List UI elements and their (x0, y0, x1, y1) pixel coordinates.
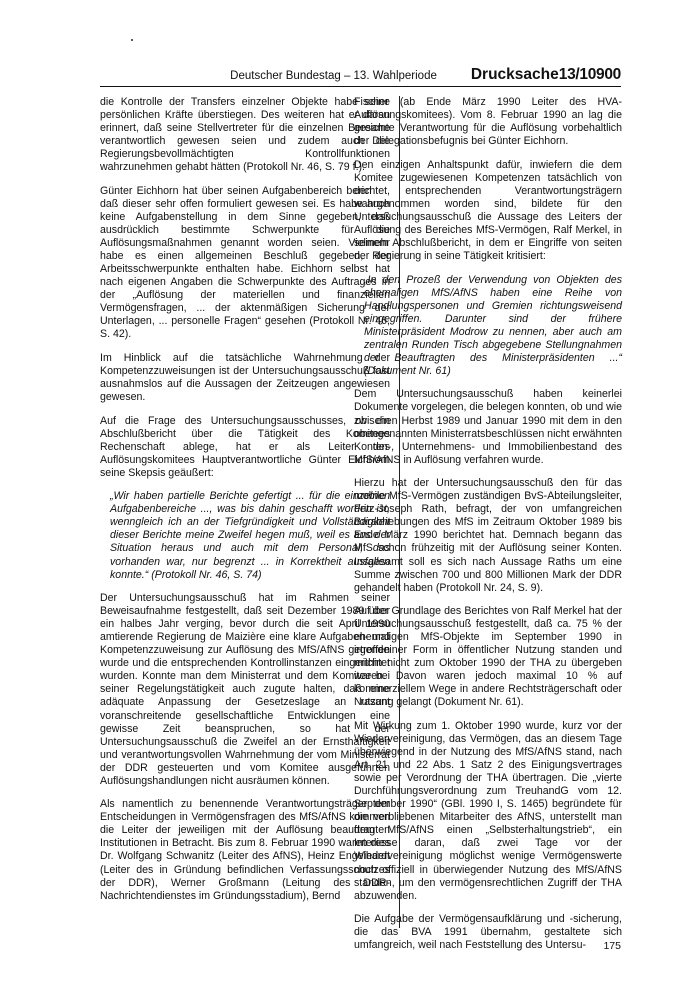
block-quote: „Wir haben partielle Berichte gefertigt ... für die einzelnen Aufgabenbereiche ..., was bis dahin geschafft worden ist, wenngleich ich an der Tiefgründigkeit und Vollständigkeit dieser Berichte meine Zweifel hegen muß, weil es aus der Situation heraus und auch mit dem Personal, das vorhanden war, nur begrenzt ... in Korrektheit ausfallen konnte.“ (Protokoll Nr. 46, S. 74) (110, 490, 390, 581)
paragraph: Mit Wirkung zum 1. Oktober 1990 wurde, kurz vor der Wiedervereinigung, das Vermögen, das an diesem Tage überwiegend in der Nutzung des MfS/AfNS stand, nach Art. 21 und 22 Abs. 1 Satz 2 des Einigungsvertrages sowie per Verordnung der THA übertragen. Die „vierte Durchführungsverordnung zum TreuhandG vom 12. September 1990“ (GBl. 1990 I, S. 1465) begründete für die verbliebenen Mitarbeiter des AfNS, unterstellt man dem MfS/AfNS einen „Selbsterhaltungstrieb“, ein Interesse daran, daß zwei Tage vor der Wiedervereinigung möglichst wenige Vermögenswerte noch offiziell in überwiegender Nutzung des MfS/AfNS standen, um den vermögensrechtlichen Zugriff der THA abzuwenden. (354, 720, 622, 902)
page-header (100, 66, 621, 87)
page-number: 175 (603, 940, 621, 952)
block-quote: „In den Prozeß der Verwendung von Objekten des ehemaligen MfS/AfNS haben eine Reihe von Handlungspersonen und Gremien richtungsweisend eingegriffen. Darunter sind der frühere Ministerpräsident Modrow zu nennen, aber auch am zentralen Runden Tisch abgegebene Stellungnahmen der Beauftragten des Ministerpräsidenten ...“ (Dokument Nr. 61) (364, 273, 622, 377)
paragraph: Dem Untersuchungsausschuß haben keinerlei Dokumente vorgelegen, die belegen konnten, ob und wie zwischen Herbst 1989 und Januar 1990 mit dem in den obengenannten Ministerratsbeschlüssen nicht erwähnten Konten-, Unternehmens- und Immobilienbestand des MfS/AfNS in Auflösung verfahren wurde. (354, 388, 622, 466)
paragraph: Günter Eichhorn hat über seinen Aufgabenbereich berichtet, daß dieser sehr offen formuliert gewesen sei. Es habe auch keine Aufgabenstellung in dem Sinne gegeben, daß ausdrücklich bestimmte Schwerpunkte für die Auflösungsmaßnahmen genannt worden seien. Vielmehr habe es einen allgemeinen Beschluß gegeben, der Arbeitsschwerpunkte enthalten habe. Eichhorn selbst hat nach eigenen Angaben die Schwerpunkte des Auftrages in der „Auflösung der materiellen und finanziellen Vermögensfragen, ... der aktenmäßigen Sicherung der Unterlagen, ... personelle Fragen“ gesehen (Protokoll Nr. 46, S. 42). (100, 184, 390, 341)
paragraph: Der Untersuchungsausschuß hat im Rahmen seiner Beweisaufnahme festgestellt, daß seit Dezember 1989 über ein halbes Jahr verging, bevor durch die seit April 1990 amtierende Regierung de Maizière eine klare Aufgaben- und Kompetenzzuweisung zur Auflösung des MfS/AfNS getroffen wurde und die entsprechenden Kontrollinstanzen eingerichtet wurden. Konnte man dem Ministerrat und dem Komitee bei seiner Regelungstätigkeit auch zugute halten, daß eine adäquate Anpassung der Gesetzeslage an rasant voranschreitende gesellschaftliche Entwicklungen eine gewisse Zeit beanspruchen, so hat der Untersuchungsausschuß die Zweifel an der Ernsthaftigkeit und verantwortungsvollen Wahrnehmung der vom Ministerrat der DDR gesteuerten und vom Komitee ausgeführten Auflösungshandlungen nicht ausräumen können. (100, 592, 390, 787)
scan-speck (131, 39, 133, 41)
paragraph: Im Hinblick auf die tatsächliche Wahrnehmung der Kompetenzzuweisungen ist der Untersuchungsausschuß fast ausnahmslos auf die Aussagen der Zeitzeugen angewiesen gewesen. (100, 351, 390, 403)
paragraph: Fischer (ab Ende März 1990 Leiter des HVA-Auflösungskomitees). Vom 8. Februar 1990 an lag die gesamte Verantwortung für die Auflösung vorbehaltlich der Delegationsbefugnis bei Günter Eichhorn. (354, 96, 622, 148)
paragraph: die Kontrolle der Transfers einzelner Objekte habe seine persönlichen Kräfte überstiegen. Des weiteren hat er daran erinnert, daß seine Stellvertreter für die einzelnen Bereiche verantwortlich gewesen seien und zudem auch die Regierungsbevollmächtigten Kontrollfunktionen wahrzunehmen gehabt hätten (Protokoll Nr. 46, S. 79 f.). (100, 96, 390, 174)
legislative-period: Deutscher Bundestag – 13. Wahlperiode (230, 70, 437, 82)
document-label: Drucksache (470, 66, 559, 83)
paragraph: Auf die Frage des Untersuchungsausschusses, ob ein Abschlußbericht über die Tätigkeit des Komitees Rechenschaft ablege, hat er als Leiter des Auflösungskomitees Hauptverantwortliche Günter Eichhorn seine Skepsis geäußert: (100, 414, 390, 479)
paragraph: Auf der Grundlage des Berichtes von Ralf Merkel hat der Untersuchungsausschuß festgestellt, daß ca. 75 % der ehemaligen MfS-Objekte im September 1990 in irgendeiner Form in öffentlicher Nutzung standen und mithin nicht zum Oktober 1990 der THA zu übergeben waren. Davon waren jedoch maximal 10 % auf kommerziellem Wege in andere Rechtsträgerschaft oder Nutzung gelangt (Dokument Nr. 61). (354, 605, 622, 709)
paragraph: Hierzu hat der Untersuchungsausschuß den für das mobile MfS-Vermögen zuständigen BvS-Abteilungsleiter, Fritz-Joseph Rath, befragt, der von umfangreichen Barabhebungen des MfS im Zeitraum Oktober 1989 bis Ende März 1990 berichtet hat. Demnach begann das MfS schon frühzeitig mit der Auflösung seiner Konten. Insgesamt soll es sich nach Aussage Raths um eine Summe zwischen 700 und 800 Millionen Mark der DDR gehandelt haben (Protokoll Nr. 24, S. 9). (354, 477, 622, 594)
paragraph: Die Aufgabe der Vermögensaufklärung und -sicherung, die das BVA 1991 übernahm, gestaltete sich umfangreich, weil nach Feststellung des Untersu- (354, 913, 622, 952)
document-number: 13/10900 (558, 66, 621, 83)
right-column (354, 96, 622, 952)
paragraph: Den einzigen Anhaltspunkt dafür, inwiefern die dem Komitee zugewiesenen Kompetenzen tatsächlich von den entsprechenden Verantwortungsträgern wahrgenommen worden sind, bildete für den Untersuchungsausschuß die Aussage des Leiters der Auflösung des Bereiches MfS-Vermögen, Ralf Merkel, in seinem Abschlußbericht, in dem er Eingriffe von seiten der Regierung in seine Tätigkeit kritisiert: (354, 158, 622, 263)
left-column (100, 96, 390, 903)
paragraph: Als namentlich zu benennende Verantwortungsträger der Entscheidungen in Vermögensfragen des MfS/AfNS kommen die Leiter der jeweiligen mit der Auflösung beauftragten Institutionen in Betracht. Bis zum 8. Februar 1990 waren dies Dr. Wolfgang Schwanitz (Leiter des AfNS), Heinz Engelhardt (Leiter des in Gründung befindlichen Verfassungsschutzes der DDR), Werner Großmann (Leitung des DDR-Nachrichtendienstes im Gründungsstadium), Bernd (100, 798, 390, 902)
